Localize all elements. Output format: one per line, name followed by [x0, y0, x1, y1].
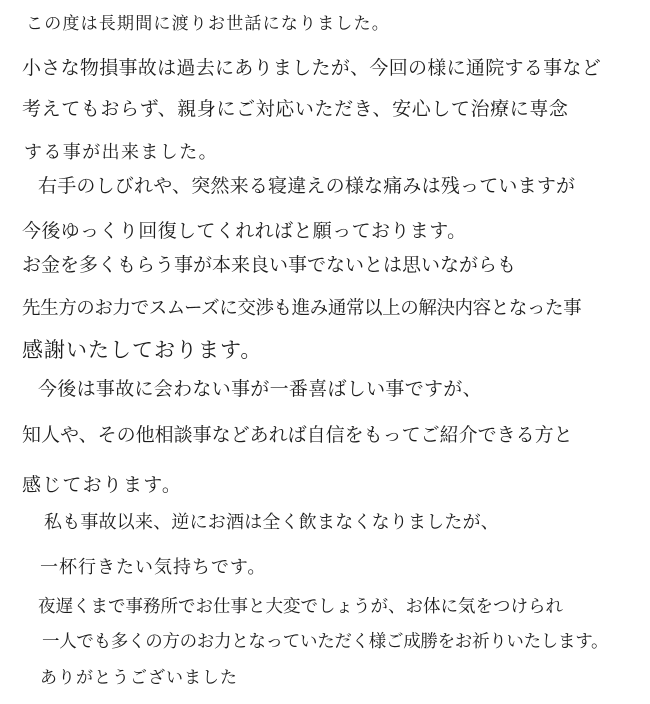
- letter-line-10: 今後は事故に会わない事が一番喜ばしい事ですが、: [38, 378, 482, 400]
- letter-line-2: 小さな物損事故は過去にありましたが、今回の様に通院する事など: [22, 57, 602, 79]
- letter-line-16: 一人でも多くの方のお力となっていただく様ご成勝をお祈りいたします。: [42, 632, 609, 652]
- letter-line-17: ありがとうございました: [40, 668, 238, 688]
- letter-line-13: 私も事故以来、逆にお酒は全く飲まなくなりましたが、: [44, 512, 499, 533]
- letter-line-5: 右手のしびれや、突然来る寝違えの様な痛みは残っていますが: [38, 175, 576, 197]
- letter-line-11: 知人や、その他相談事などあれば自信をもってご紹介できる方と: [22, 424, 573, 446]
- letter-line-6: 今後ゆっくり回復してくれればと願っております。: [22, 220, 467, 242]
- letter-line-14: 一杯行きたい気持ちです。: [40, 557, 267, 578]
- letter-line-4: する事が出来ました。: [24, 142, 218, 163]
- letter-line-15: 夜遅くまで事務所でお仕事と大変でしょうが、お体に気をつけられ: [38, 597, 563, 617]
- letter-line-7: お金を多くもらう事が本来良い事でないとは思いながらも: [22, 254, 517, 276]
- letter-line-8: 先生方のお力でスムーズに交渉も進み通常以上の解決内容となった事: [22, 298, 582, 319]
- letter-line-9: 感謝いたしております。: [22, 338, 263, 362]
- letter-line-1: この度は長期間に渡りお世話になりました。: [26, 14, 390, 34]
- letter-line-3: 考えてもおらず、親身にご対応いただき、安心して治療に専念: [22, 98, 569, 120]
- letter-line-12: 感じております。: [22, 474, 183, 496]
